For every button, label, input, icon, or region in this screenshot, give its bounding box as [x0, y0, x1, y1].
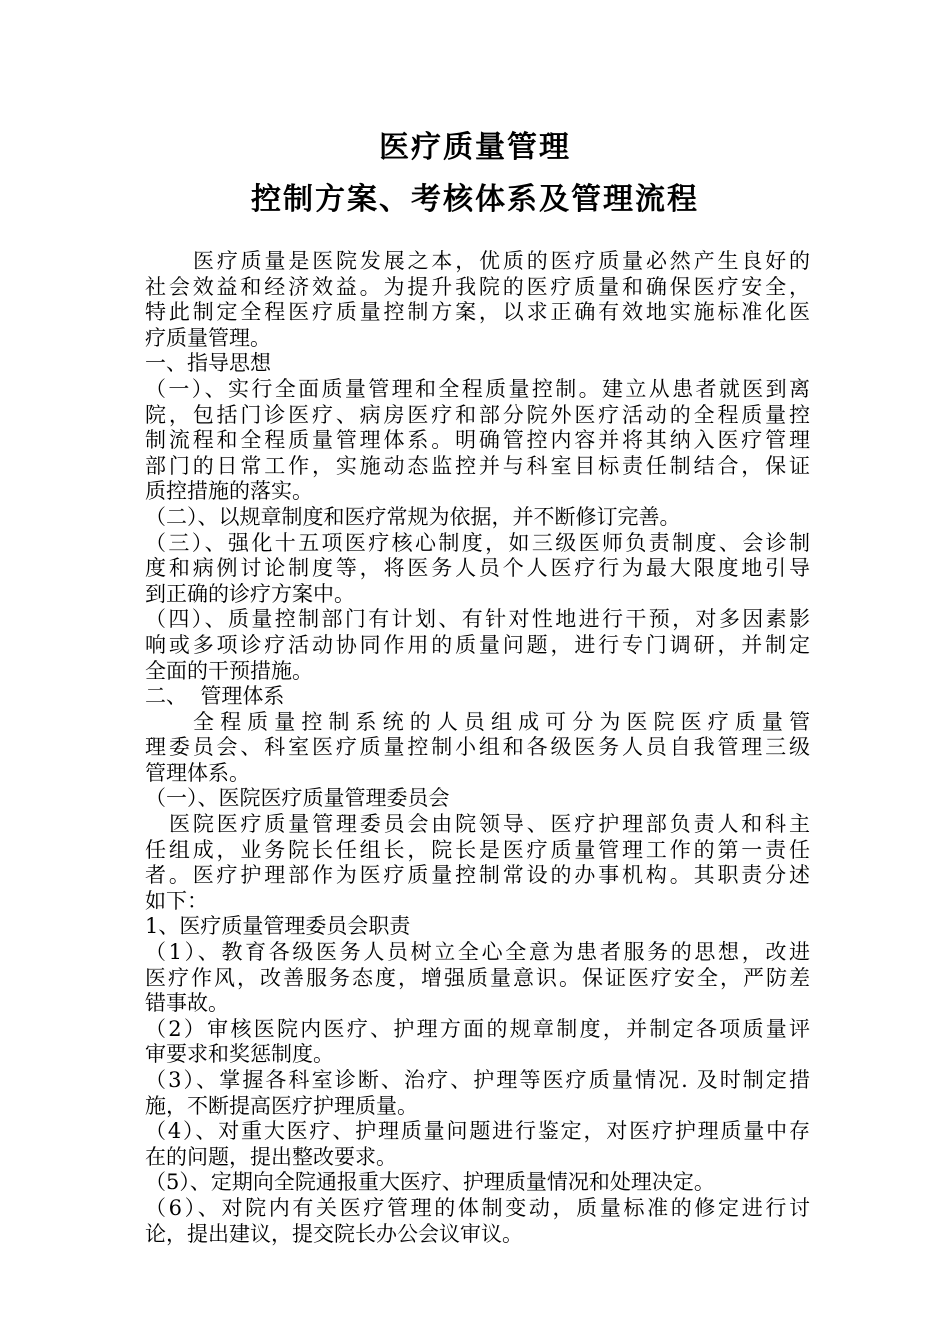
paragraph-line: 院，包括门诊医疗、病房医疗和部分院外医疗活动的全程质量控 [145, 402, 810, 427]
paragraph-line: 管理体系。 [145, 760, 250, 785]
paragraph-line: 社会效益和经济效益。为提升我院的医疗质量和确保医疗安全， [145, 274, 810, 299]
paragraph-line: （三）、强化十五项医疗核心制度，如三级医师负责制度、会诊制 [145, 530, 810, 555]
paragraph-line: （四）、质量控制部门有计划、有针对性地进行干预，对多因素影 [145, 607, 810, 632]
paragraph-line: 论，提出建议，提交院长办公会议审议。 [145, 1221, 523, 1246]
section-heading: 一、指导思想 [145, 351, 271, 376]
document-title: 医疗质量管理 [379, 130, 571, 165]
paragraph-line: 制流程和全程质量管理体系。明确管控内容并将其纳入医疗管理 [145, 428, 810, 453]
paragraph-line: （5）、定期向全院通报重大医疗、护理质量情况和处理决定。 [145, 1170, 715, 1195]
paragraph-line: 全程质量控制系统的人员组成可分为医院医疗质量管 [193, 709, 810, 734]
paragraph-line: 到正确的诊疗方案中。 [145, 581, 355, 606]
paragraph-line: 审要求和奖惩制度。 [145, 1042, 334, 1067]
paragraph-line: 医疗质量是医院发展之本，优质的医疗质量必然产生良好的 [193, 249, 810, 273]
paragraph-line: 者。医疗护理部作为医疗质量控制常设的办事机构。其职责分述 [145, 863, 810, 888]
subsection-heading: 1、医疗质量管理委员会职责 [145, 914, 411, 939]
document-body [145, 249, 810, 1247]
paragraph-line: （3）、掌握各科室诊断、治疗、护理等医疗质量情况. 及时制定措 [145, 1068, 810, 1092]
paragraph-line: （4）、对重大医疗、护理质量问题进行鉴定，对医疗护理质量中存 [145, 1119, 810, 1144]
paragraph-line: 特此制定全程医疗质量控制方案，以求正确有效地实施标准化医 [145, 300, 810, 325]
paragraph-line: 如下： [145, 888, 208, 913]
paragraph-line: 在的问题，提出整改要求。 [145, 1144, 397, 1169]
paragraph-line: 施，不断提高医疗护理质量。 [145, 1093, 418, 1118]
paragraph-line: 响或多项诊疗活动协同作用的质量问题，进行专门调研，并制定 [145, 632, 810, 657]
paragraph-line: （1）、教育各级医务人员树立全心全意为患者服务的思想，改进 [145, 940, 810, 965]
paragraph-line: （2）审核医院内医疗、护理方面的规章制度，并制定各项质量评 [145, 1016, 810, 1041]
document-subtitle: 控制方案、考核体系及管理流程 [251, 182, 699, 217]
paragraph-line: 质控措施的落实。 [145, 479, 313, 504]
paragraph-line: 全面的干预措施。 [145, 658, 313, 683]
paragraph-line: 任组成，业务院长任组长，院长是医疗质量管理工作的第一责任 [145, 837, 810, 862]
paragraph-line: 理委员会、科室医疗质量控制小组和各级医务人员自我管理三级 [145, 735, 810, 760]
subsection-heading: （一）、医院医疗质量管理委员会 [145, 786, 450, 811]
paragraph-line: 度和病例讨论制度等，将医务人员个人医疗行为最大限度地引导 [145, 556, 810, 581]
paragraph-line: （6）、对院内有关医疗管理的体制变动，质量标准的修定进行讨 [145, 1195, 810, 1220]
paragraph-line: 疗质量管理。 [145, 325, 271, 350]
paragraph-line: 医疗作风，改善服务态度，增强质量意识。保证医疗安全，严防差 [145, 965, 810, 990]
paragraph-line: 医院医疗质量管理委员会由院领导、医疗护理部负责人和科主 [169, 812, 810, 837]
paragraph-line: （二）、以规章制度和医疗常规为依据，并不断修订完善。 [145, 504, 681, 529]
paragraph-line: 错事故。 [145, 991, 229, 1016]
paragraph-line: 部门的日常工作，实施动态监控并与科室目标责任制结合，保证 [145, 453, 810, 478]
paragraph-line: （一）、实行全面质量管理和全程质量控制。建立从患者就医到离 [145, 376, 810, 401]
section-heading: 二、 管理体系 [145, 684, 285, 709]
